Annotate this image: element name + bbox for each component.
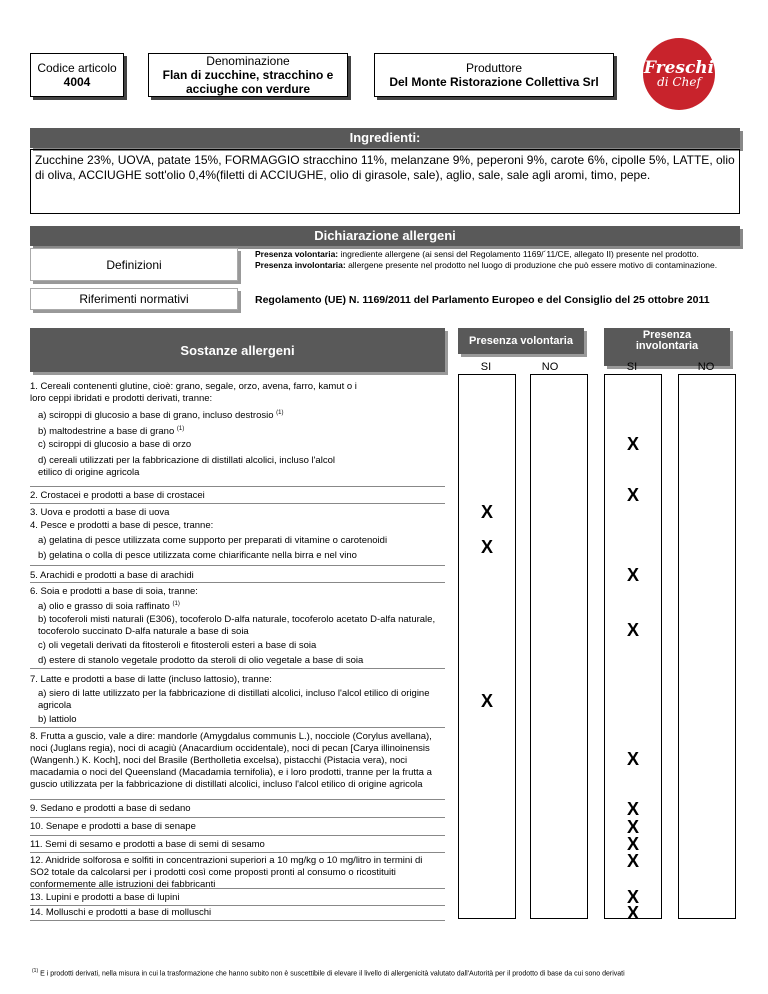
row-sep	[30, 582, 445, 583]
freschi-di-chef-logo	[643, 38, 715, 110]
allergen-6d: d) estere di stanolo vegetale prodotto da steroli di olio vegetale a base di soia	[38, 655, 364, 666]
vol-no-col	[530, 374, 588, 919]
mark-x: X	[626, 851, 639, 871]
producer-box	[374, 53, 614, 97]
footnote-text: E i prodotti derivati, nella misura in cui la trasformazione che hanno subito non è suscettibile di elevare il livello di allergenicità valutato dall'Autorità per il prodotto di base da cui sono derivati	[40, 970, 625, 978]
allergen-7b: b) lattiolo	[38, 714, 77, 725]
mark-x: X	[626, 887, 639, 907]
allergen-13: 13. Lupini e prodotti a base di lupini	[30, 892, 180, 903]
mark-x: X	[626, 485, 639, 505]
allergen-5: 5. Arachidi e prodotti a base di arachidi	[30, 570, 194, 581]
row-sep	[30, 852, 445, 853]
row-sep	[30, 727, 445, 728]
allergen-1a: a) sciroppi di glucosio a base di grano, incluso destrosio $^{(1)}$	[38, 410, 284, 422]
involuntary-label: Presenza involontaria:	[255, 260, 346, 270]
allergen-6a: a) olio e grasso di soia raffinato $^{(1)}$	[38, 601, 180, 613]
allergen-7a: a) siero di latte utilizzato per la fabbricazione di distillati alcolici, incluso l'alcol etilico di origine agricola	[38, 688, 430, 711]
allergen-8: 8. Frutta a guscio, vale a dire: mandorle (Amygdalus communis L.), nocciole (Corylus avellana), noci (Juglans regia), noci di acagiù (Anacardium occidentale), noci di pecan [Carya illinoinensis (Wangenh.) K. Koch], noci del Brasile (Bertholletia excelsa), pistacchi (Pistacia vera), noci macadamia o noci del Queensland (Macadamia ternifolia), e i loro prodotti, tranne per la frutta a guscio utilizzata per la fabbricazione di distillati alcolici, incluso l'alcol etilico di origine agricola	[30, 731, 432, 790]
allergen-12: 12. Anidride solforosa e solfiti in concentrazioni superiori a 10 mg/kg o 10 mg/litro in termini di SO2 totale da calcolarsi per i prodotti così come proposti pronti al consumo o ricostituiti conformemente alle istruzioni dei fabbricanti	[30, 855, 423, 890]
allergen-11: 11. Semi di sesamo e prodotti a base di semi di sesamo	[30, 839, 265, 850]
references-text: Regolamento (UE) N. 1169/2011 del Parlamento Europeo e del Consiglio del 25 ottobre 2011	[255, 294, 710, 306]
ingredients-text: Zucchine 23%, UOVA, patate 15%, FORMAGGIO stracchino 11%, melanzane 9%, peperoni 9%, carote 6%, cipolle 5%, LATTE, olio di oliva, ACCIUGHE sott'olio 0,4%(filetti di ACCIUGHE, olio di girasole, sale), aglio, sale, sale agli aromi, timo, pepe.	[30, 149, 740, 214]
allergen-2: 2. Crostacei e prodotti a base di crostacei	[30, 490, 205, 501]
mark-x: X	[626, 620, 639, 640]
definitions-text	[255, 249, 740, 271]
mark-x: X	[626, 834, 639, 854]
allergen-4a: a) gelatina di pesce utilizzata come supporto per preparati di vitamine o carotenoidi	[38, 535, 388, 546]
voluntary-head: Presenza volontaria	[458, 328, 584, 354]
name-label: Denominazione	[206, 54, 290, 68]
row-sep	[30, 503, 445, 504]
row-sep	[30, 920, 445, 921]
row-sep	[30, 668, 445, 669]
row-sep	[30, 486, 445, 487]
producer-label: Produttore	[465, 61, 523, 75]
allergen-9: 9. Sedano e prodotti a base di sedano	[30, 803, 191, 814]
vol-si-head: SI	[480, 361, 492, 373]
voluntary-text: ingrediente allergene (ai sensi del Regolamento 1169/´11/CE, allegato II) presente nel prodotto.	[338, 249, 699, 259]
name-value: Flan di zucchine, stracchino e acciughe con verdure	[162, 68, 334, 96]
allergen-1: 1. Cereali contenenti glutine, cioè: grano, segale, orzo, avena, farro, kamut o i loro ceppi ibridati e prodotti derivati, tranne:	[30, 381, 357, 404]
mark-x: X	[626, 434, 639, 454]
logo-line2: di Chef	[657, 74, 701, 89]
name-box	[148, 53, 348, 97]
voluntary-label: Presenza volontaria:	[255, 249, 339, 259]
allergen-7: 7. Latte e prodotti a base di latte (incluso lattosio), tranne:	[30, 674, 272, 685]
row-sep	[30, 905, 445, 906]
allergen-4b: b) gelatina o colla di pesce utilizzata come chiarificante nella birra e nel vino	[38, 550, 357, 561]
code-value: 4004	[63, 75, 91, 89]
footnote-mark: (1)	[32, 968, 39, 974]
code-label: Codice articolo	[37, 61, 117, 75]
footnote	[32, 968, 625, 977]
substances-title: Sostanze allergeni	[30, 328, 445, 372]
declaration-title: Dichiarazione allergeni	[30, 226, 740, 246]
mark-x: X	[480, 537, 493, 557]
mark-x: X	[480, 691, 493, 711]
allergen-14: 14. Molluschi e prodotti a base di molluschi	[30, 907, 212, 918]
definitions-label: Definizioni	[30, 248, 238, 281]
producer-value: Del Monte Ristorazione Collettiva Srl	[389, 75, 599, 89]
ingredients-title: Ingredienti:	[30, 128, 740, 148]
row-sep	[30, 817, 445, 818]
code-box	[30, 53, 124, 97]
inv-no-col	[678, 374, 736, 919]
allergen-3: 3. Uova e prodotti a base di uova	[30, 507, 170, 518]
allergen-4: 4. Pesce e prodotti a base di pesce, tranne:	[30, 520, 214, 531]
inv-si-head: SI	[626, 361, 638, 373]
references-label: Riferimenti normativi	[30, 288, 238, 310]
allergen-6b: b) tocoferoli misti naturali (E306), tocoferolo D-alfa naturale, tocoferolo acetato D-alfa naturale, tocoferolo succinato D-alfa naturale a base di soia	[38, 614, 436, 637]
allergen-6c: c) oli vegetali derivati da fitosteroli e fitosteroli esteri a base di soia	[38, 640, 317, 651]
mark-x: X	[480, 502, 493, 522]
row-sep	[30, 835, 445, 836]
logo-line1: Freschi	[643, 57, 715, 78]
allergen-1c: c) sciroppi di glucosio a base di orzo	[38, 439, 192, 450]
inv-no-head: NO	[697, 361, 715, 373]
allergen-10: 10. Senape e prodotti a base di senape	[30, 821, 196, 832]
row-sep	[30, 799, 445, 800]
allergen-1b: b) maltodestrine a base di grano $^{(1)}$	[38, 426, 185, 438]
allergen-1d: d) cereali utilizzati per la fabbricazione di distillati alcolici, incluso l'alcol etilico di origine agricola	[38, 455, 335, 478]
vol-si-col	[458, 374, 516, 919]
mark-x: X	[626, 903, 639, 923]
vol-no-head: NO	[541, 361, 559, 373]
involuntary-text: allergene presente nel prodotto nel luogo di produzione che può essere motivo di contaminazione.	[345, 260, 718, 270]
allergen-6: 6. Soia e prodotti a base di soia, tranne:	[30, 586, 198, 597]
mark-x: X	[626, 817, 639, 837]
involuntary-head: Presenza involontaria	[604, 328, 730, 354]
mark-x: X	[626, 799, 639, 819]
row-sep	[30, 565, 445, 566]
mark-x: X	[626, 749, 639, 769]
mark-x: X	[626, 565, 639, 585]
